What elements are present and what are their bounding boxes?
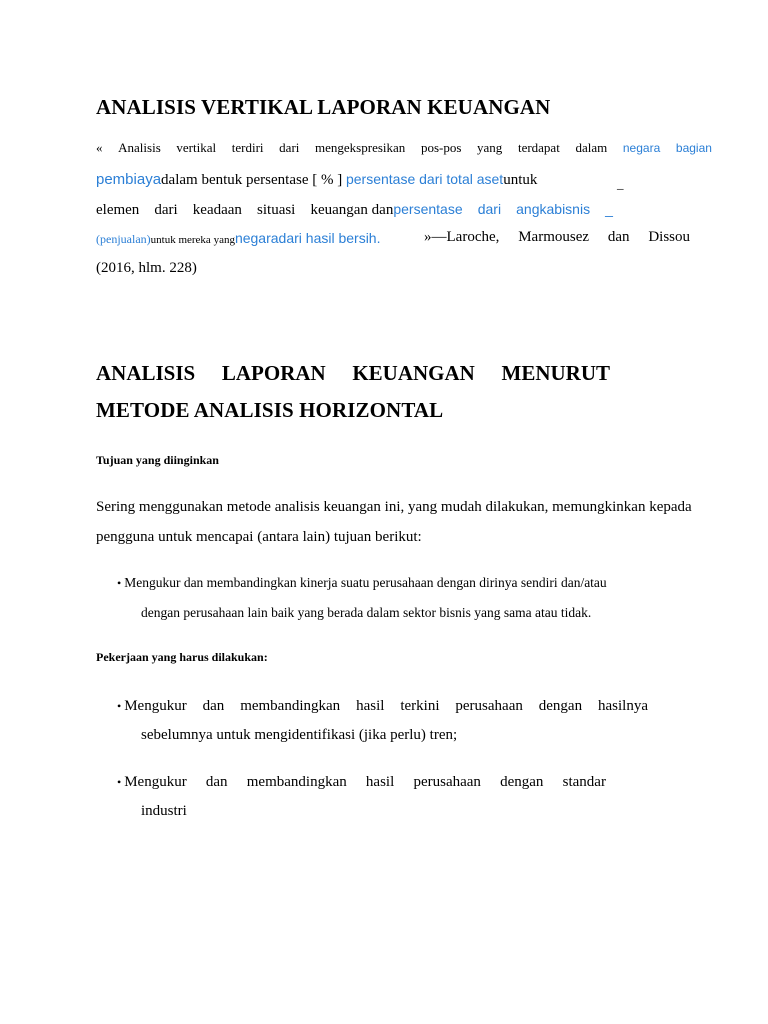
quote-text: untuk xyxy=(503,172,538,188)
quote-citation: (2016, hlm. 228) xyxy=(96,260,197,276)
task-2-line-2: industri xyxy=(141,803,187,819)
subheading-goals: Tujuan yang diinginkan xyxy=(96,453,219,467)
title-word: LAPORAN xyxy=(221,361,326,385)
task-word: Mengukur xyxy=(124,698,187,714)
quote-line-4a xyxy=(96,230,380,247)
translated-link-word[interactable]: bagian xyxy=(675,141,712,155)
bullet-icon: • xyxy=(117,699,122,713)
quote-word: terdiri xyxy=(231,140,264,155)
task-bullet-item-2 xyxy=(117,774,606,791)
task-word: perusahaan xyxy=(413,774,481,790)
quote-open-mark: « xyxy=(96,140,103,155)
attribution-word: Dissou xyxy=(648,229,690,245)
task-word: perusahaan xyxy=(455,698,523,714)
attribution-word: —Laroche, xyxy=(431,229,500,245)
bullet-icon: • xyxy=(117,576,122,590)
section2-title-line-1 xyxy=(96,361,610,386)
task-1-line-2: sebelumnya untuk mengidentifikasi (jika perlu) tren; xyxy=(141,727,458,743)
quote-word: terdapat xyxy=(517,140,560,155)
quote-word: situasi xyxy=(257,202,296,218)
attribution-word: Marmousez xyxy=(518,229,590,245)
quote-line-2 xyxy=(96,171,537,189)
task-word: dan xyxy=(202,698,225,714)
task-word: hasilnya xyxy=(598,698,648,714)
translated-link-word[interactable]: angkabisnis xyxy=(516,201,591,217)
quote-line-4b xyxy=(424,229,690,246)
subheading-tasks: Pekerjaan yang harus dilakukan: xyxy=(96,650,268,664)
quote-word: mengekspresikan xyxy=(315,140,406,155)
task-word: dengan xyxy=(500,774,544,790)
intro-paragraph-line-2: pengguna untuk mencapai (antara lain) tujuan berikut: xyxy=(96,529,422,545)
translated-link-phrase[interactable]: persentase dari total aset xyxy=(345,171,504,187)
intro-paragraph-line-1: Sering menggunakan metode analisis keuangan ini, yang mudah dilakukan, memungkinkan kepada xyxy=(96,499,692,515)
quote-word: vertikal xyxy=(176,140,217,155)
translated-link-phrase[interactable]: negaradari hasil bersih. xyxy=(234,230,381,246)
quote-word: dari xyxy=(279,140,300,155)
quote-close-mark: » xyxy=(424,229,432,245)
quote-word: elemen xyxy=(96,202,140,218)
quote-word: dan xyxy=(371,202,394,218)
goal-bullet-item xyxy=(117,575,607,591)
task-word: standar xyxy=(562,774,606,790)
translated-link-mark: _ xyxy=(605,201,613,217)
title-word: ANALISIS xyxy=(96,361,196,385)
task-word: membandingkan xyxy=(240,698,341,714)
stray-mark: _ xyxy=(617,176,624,191)
translated-link-word[interactable]: persentase xyxy=(393,201,463,217)
task-word: Mengukur xyxy=(124,774,187,790)
section2-title-line-2: METODE ANALISIS HORIZONTAL xyxy=(96,398,444,422)
quote-word: pos-pos xyxy=(420,140,462,155)
quote-word: dari xyxy=(154,202,178,218)
quote-word: Analisis xyxy=(118,140,161,155)
quote-word: yang xyxy=(477,140,503,155)
translated-link-word[interactable]: negara xyxy=(622,141,661,155)
quote-line-3 xyxy=(96,201,613,219)
goal-line-2: dengan perusahaan lain baik yang berada dalam sektor bisnis yang sama atau tidak. xyxy=(141,605,592,620)
task-word: terkini xyxy=(400,698,440,714)
quote-word: dalam xyxy=(575,140,608,155)
task-word: hasil xyxy=(356,698,385,714)
translated-link-word[interactable]: pembiaya xyxy=(96,171,162,188)
quote-text: dalam bentuk persentase [ % ] xyxy=(161,172,343,188)
title-word: KEUANGAN xyxy=(352,361,475,385)
task-word: dan xyxy=(205,774,228,790)
quote-word: keadaan xyxy=(192,202,242,218)
section1-title: ANALISIS VERTIKAL LAPORAN KEUANGAN xyxy=(96,95,551,119)
translated-link-word[interactable]: dari xyxy=(477,201,502,217)
quote-line-1 xyxy=(96,140,712,156)
goal-line-1: Mengukur dan membandingkan kinerja suatu perusahaan dengan dirinya sendiri dan/atau xyxy=(124,575,607,590)
quote-word: keuangan xyxy=(310,202,368,218)
task-word: membandingkan xyxy=(246,774,347,790)
task-word: dengan xyxy=(538,698,583,714)
title-word: MENURUT xyxy=(501,361,610,385)
quote-text: untuk mereka yang xyxy=(150,234,235,246)
task-word: hasil xyxy=(365,774,395,790)
task-bullet-item-1 xyxy=(117,698,648,715)
attribution-word: dan xyxy=(607,229,630,245)
translated-link-word[interactable]: (penjualan) xyxy=(96,232,151,246)
bullet-icon: • xyxy=(117,775,122,789)
